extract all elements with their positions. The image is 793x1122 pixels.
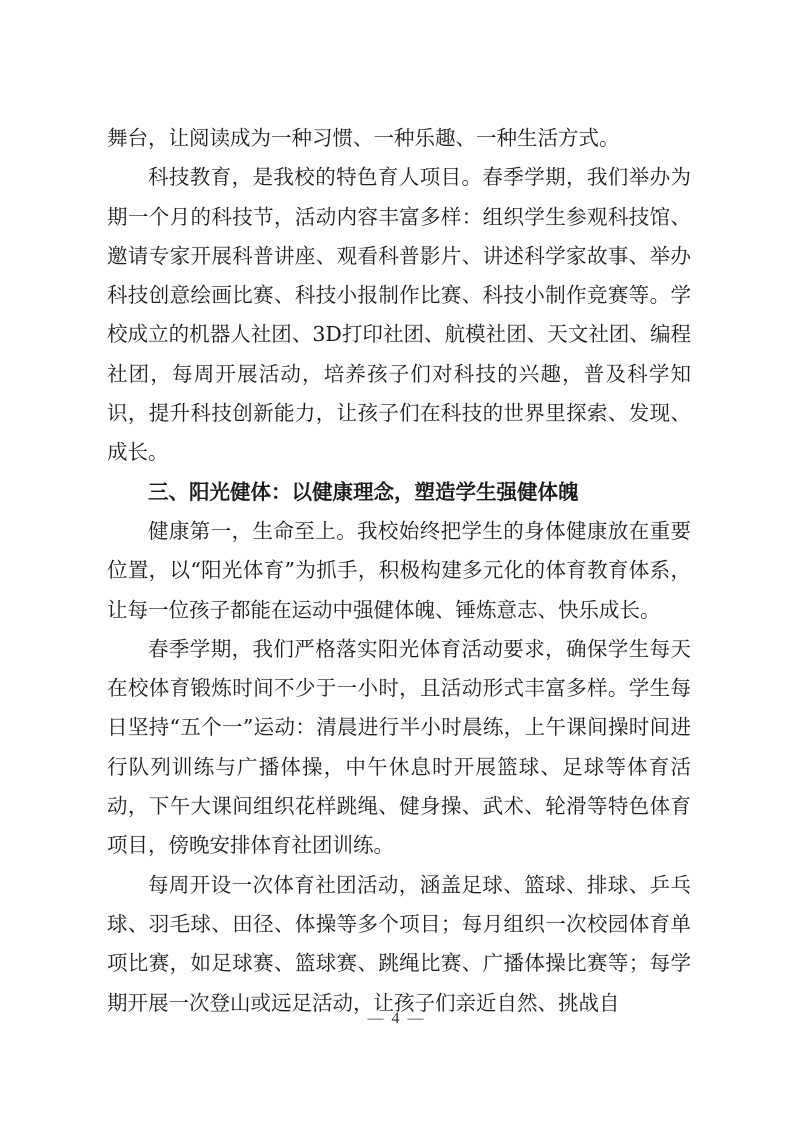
paragraph-spring-semester: 春季学期，我们严格落实阳光体育活动要求，确保学生每天在校体育锻炼时间不少于一小时，且活动形式丰富多样。学生每日坚持“五个一”运动：清晨进行半小时晨练，上午课间操时间进行队列训练与广播体操，中午休息时开展篮球、足球等体育活动，下午大课间组织花样跳绳、健身操、武术、轮滑等特色体育项目，傍晚安排体育社团训练。 bbox=[107, 636, 691, 858]
page-number: — 4 — bbox=[367, 1010, 426, 1027]
paragraph-continuation: 舞台，让阅读成为一种习惯、一种乐趣、一种生活方式。 bbox=[107, 126, 620, 150]
body-text bbox=[107, 119, 691, 1023]
section-heading-sunshine-fitness: 三、阳光健体：以健康理念，塑造学生强健体魄 bbox=[148, 479, 579, 504]
paragraph-science-education: 科技教育，是我校的特色育人项目。春季学期，我们举办为期一个月的科技节，活动内容丰富多样：组织学生参观科技馆、邀请专家开展科普讲座、观看科普影片、讲述科学家故事、举办科技创意绘画比赛、科技小报制作比赛、科技小制作竞赛等。学校成立的机器人社团、3D打印社团、航模社团、天文社团、编程社团，每周开展活动，培养孩子们对科技的兴趣，普及科学知识，提升科技创新能力，让孩子们在科技的世界里探索、发现、成长。 bbox=[107, 165, 691, 465]
paragraph-weekly-clubs: 每周开设一次体育社团活动，涵盖足球、篮球、排球、乒乓球、羽毛球、田径、体操等多个项目；每月组织一次校园体育单项比赛，如足球赛、篮球赛、跳绳比赛、广播体操比赛等；每学期开展一次登山或远足活动，让孩子们亲近自然、挑战自 bbox=[107, 872, 691, 1015]
paragraph-health-first: 健康第一，生命至上。我校始终把学生的身体健康放在重要位置，以“阳光体育”为抓手，积极构建多元化的体育教育体系，让每一位孩子都能在运动中强健体魄、锤炼意志、快乐成长。 bbox=[107, 518, 691, 622]
